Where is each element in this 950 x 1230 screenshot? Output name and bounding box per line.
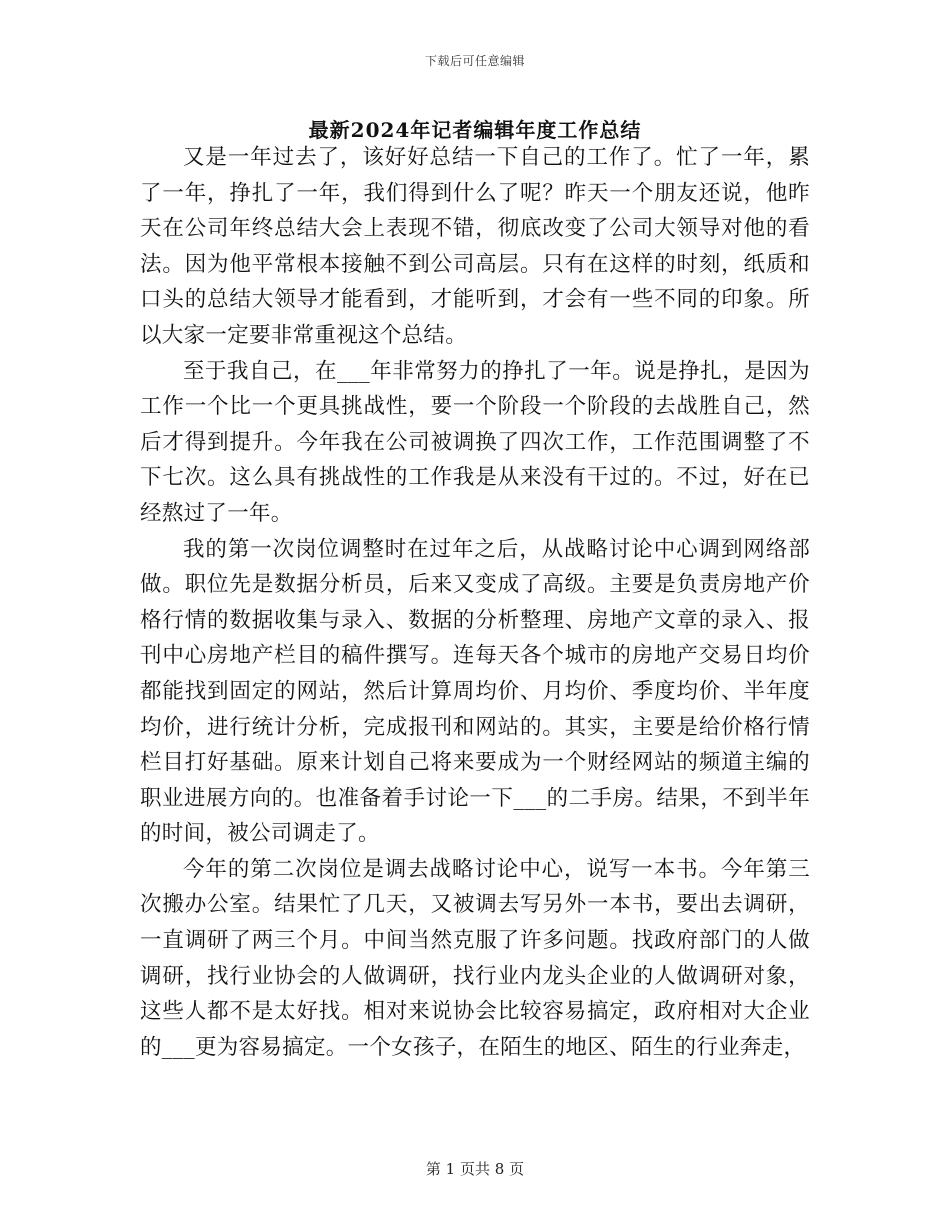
paragraph: 我的第一次岗位调整时在过年之后，从战略讨论中心调到网络部做。职位先是数据分析员，后来又变成了高级。主要是负责房地产价格行情的数据收集与录入、数据的分析整理、房地产文章的录入、报刊中心房地产栏目的稿件撰写。连每天各个城市的房地产交易日均价都能找到固定的网站，然后计算周均价、月均价、季度均价、半年度均价，进行统计分析，完成报刊和网站的。其实，主要是给价格行情栏目打好基础。原来计划自己将来要成为一个财经网站的频道主编的职业进展方向的。也准备着手讨论一下___的二手房。结果，不到半年的时间，被公司调走了。 <box>140 536 810 847</box>
paragraph: 又是一年过去了，该好好总结一下自己的工作了。忙了一年，累了一年，挣扎了一年，我们得到什么了呢？昨天一个朋友还说，他昨天在公司年终总结大会上表现不错，彻底改变了公司大领导对他的看法。因为他平常根本接触不到公司高层。只有在这样的时刻，纸质和口头的总结大领导才能看到，才能听到，才会有一些不同的印象。所以大家一定要非常重视这个总结。 <box>140 145 810 348</box>
document-title: 最新2024年记者编辑年度工作总结 <box>308 118 642 142</box>
paragraph: 今年的第二次岗位是调去战略讨论中心，说写一本书。今年第三次搬办公室。结果忙了几天，又被调去写另外一本书，要出去调研，一直调研了两三个月。中间当然克服了许多问题。找政府部门的人做调研，找行业协会的人做调研，找行业内龙头企业的人做调研对象，这些人都不是太好找。相对来说协会比较容易搞定，政府相对大企业的___更为容易搞定。一个女孩子，在陌生的地区、陌生的行业奔走， <box>140 856 810 1060</box>
document-body <box>140 140 810 1065</box>
paragraph: 至于我自己，在___年非常努力的挣扎了一年。说是挣扎，是因为工作一个比一个更具挑战性，要一个阶段一个阶段的去战胜自己，然后才得到提升。今年我在公司被调换了四次工作，工作范围调整了不下七次。这么具有挑战性的工作我是从来没有干过的。不过，好在已经熬过了一年。 <box>140 358 810 526</box>
page-footer: 第 1 页共 8 页 <box>425 1160 525 1178</box>
page-header: 下载后可任意编辑 <box>424 54 525 68</box>
